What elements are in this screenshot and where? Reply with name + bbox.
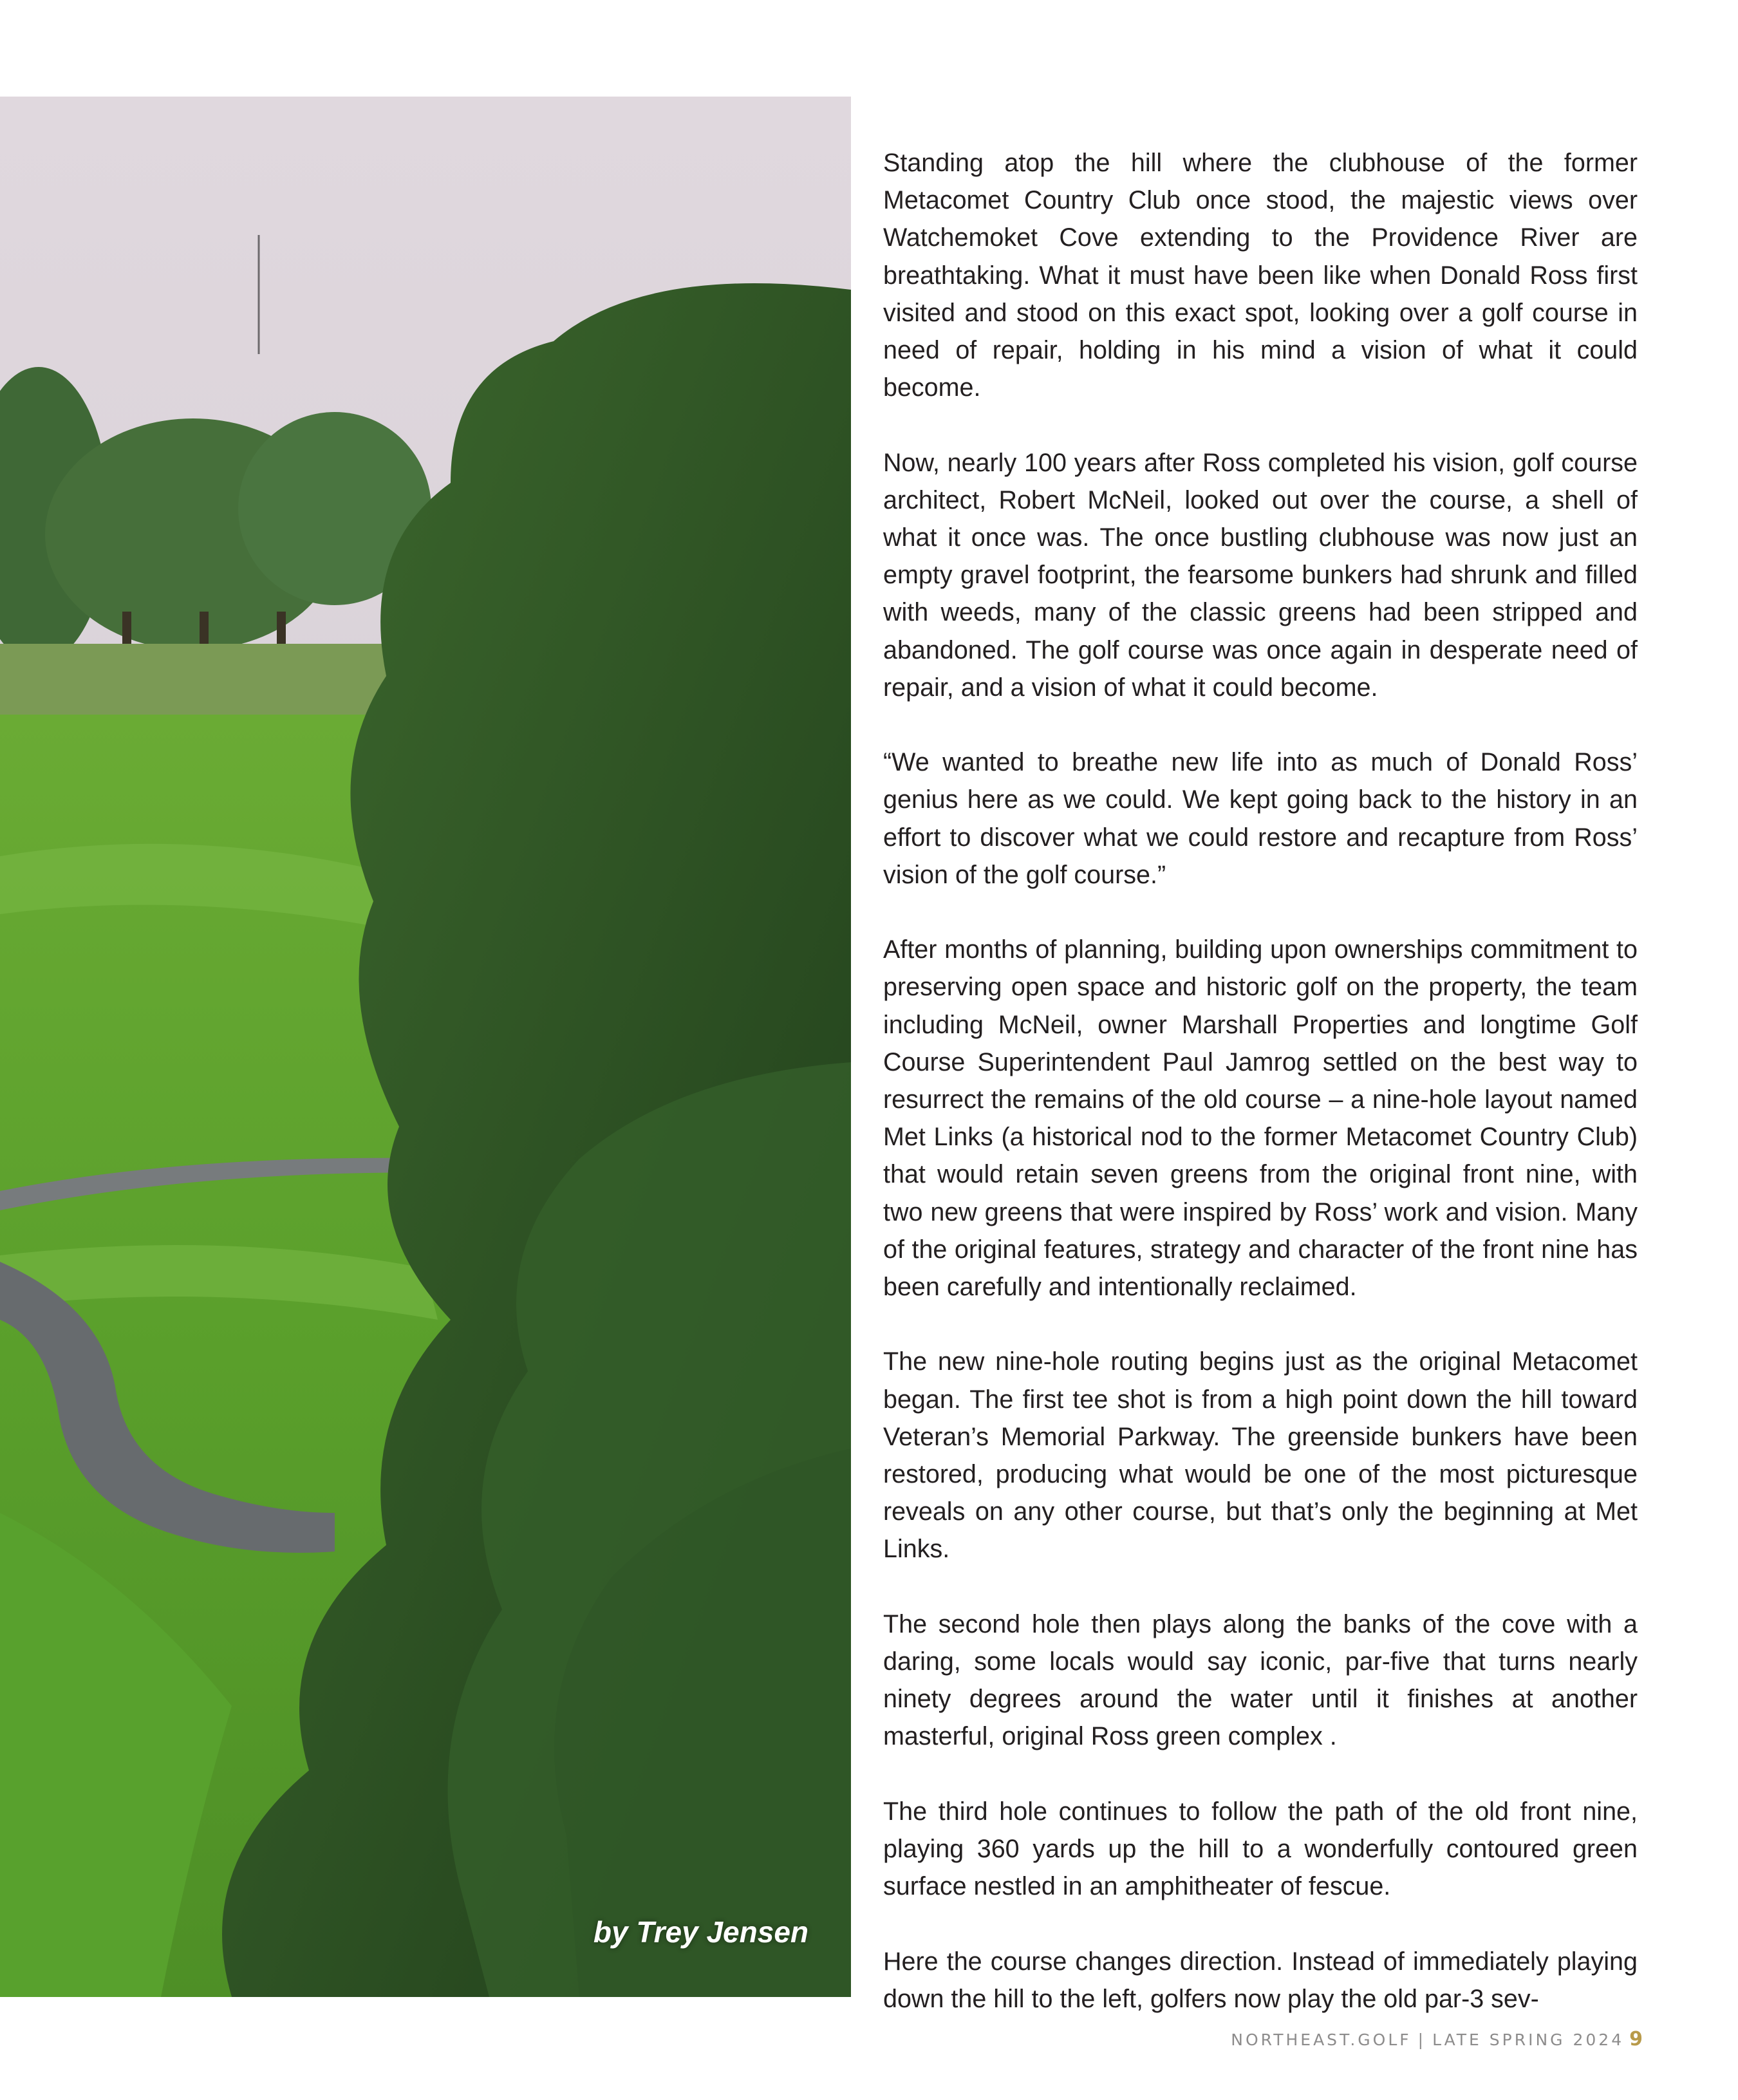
article-paragraph: “We wanted to breathe new life into as much of Donald Ross’ genius here as we could. We kept going back to the history in an effort to discover what we could restore and recapture from Ross’ vision of the golf course.” <box>883 748 1638 889</box>
article-paragraph: Standing atop the hill where the clubhouse of the former Metacomet Country Club once stood, the majestic views over Watchemoket Cove extending to the Providence River are breathtaking. What it must have been like when Donald Ross first visited and stood on this exact spot, looking over a golf course in need of repair, holding in his mind a vision of what it could become. <box>883 149 1638 402</box>
article-paragraph: Now, nearly 100 years after Ross completed his vision, golf course architect, Robert McNeil, looked out over the course, a shell of what it once was. The once bustling clubhouse was now just an empty gravel footprint, the fearsome bunkers had shrunk and filled with weeds, many of the classic greens had been stripped and abandoned. The golf course was once again in desperate need of repair, and a vision of what it could become. <box>883 448 1638 702</box>
article-paragraph: After months of planning, building upon ownerships commitment to preserving open space and historic golf on the property, the team including McNeil, owner Marshall Properties and longtime Golf Course Superintendent Paul Jamrog settled on the best way to resurrect the remains of the old course – a nine-hole layout named Met Links (a historical nod to the former Metacomet Country Club) that would retain seven greens from the original front nine, with two new greens that were inspired by Ross’ work and vision. Many of the original features, strategy and character of the front nine has been carefully and intentionally reclaimed. <box>883 935 1638 1302</box>
article-body <box>883 144 1638 2018</box>
issue-label: LATE SPRING 2024 <box>1432 2030 1625 2049</box>
footer-separator: | <box>1417 2030 1426 2049</box>
page-footer <box>1231 2028 1643 2050</box>
publication-name: NORTHEAST.GOLF <box>1231 2030 1412 2049</box>
article-paragraph: The second hole then plays along the banks of the cove with a daring, some locals would say iconic, par-five that turns nearly ninety degrees around the water until it finishes at another masterful, original Ross green complex . <box>883 1609 1638 1751</box>
course-photo <box>0 97 851 1997</box>
course-photo-illustration <box>0 97 851 1997</box>
photo-credit: by Trey Jensen <box>593 1915 808 1949</box>
article-paragraph: The new nine-hole routing begins just as the original Metacomet began. The first tee shot is from a high point down the hill toward Veteran’s Memorial Parkway. The greenside bunkers have been restored, producing what would be one of the most picturesque reveals on any other course, but that’s only the beginning at Met Links. <box>883 1347 1638 1564</box>
article-paragraph: The third hole continues to follow the path of the old front nine, playing 360 yards up the hill to a wonderfully contoured green surface nestled in an amphitheater of fescue. <box>883 1797 1638 1901</box>
article-paragraph: Here the course changes direction. Instead of immediately playing down the hill to the left, golfers now play the old par-3 sev- <box>883 1947 1638 2013</box>
page-number: 9 <box>1629 2028 1643 2050</box>
